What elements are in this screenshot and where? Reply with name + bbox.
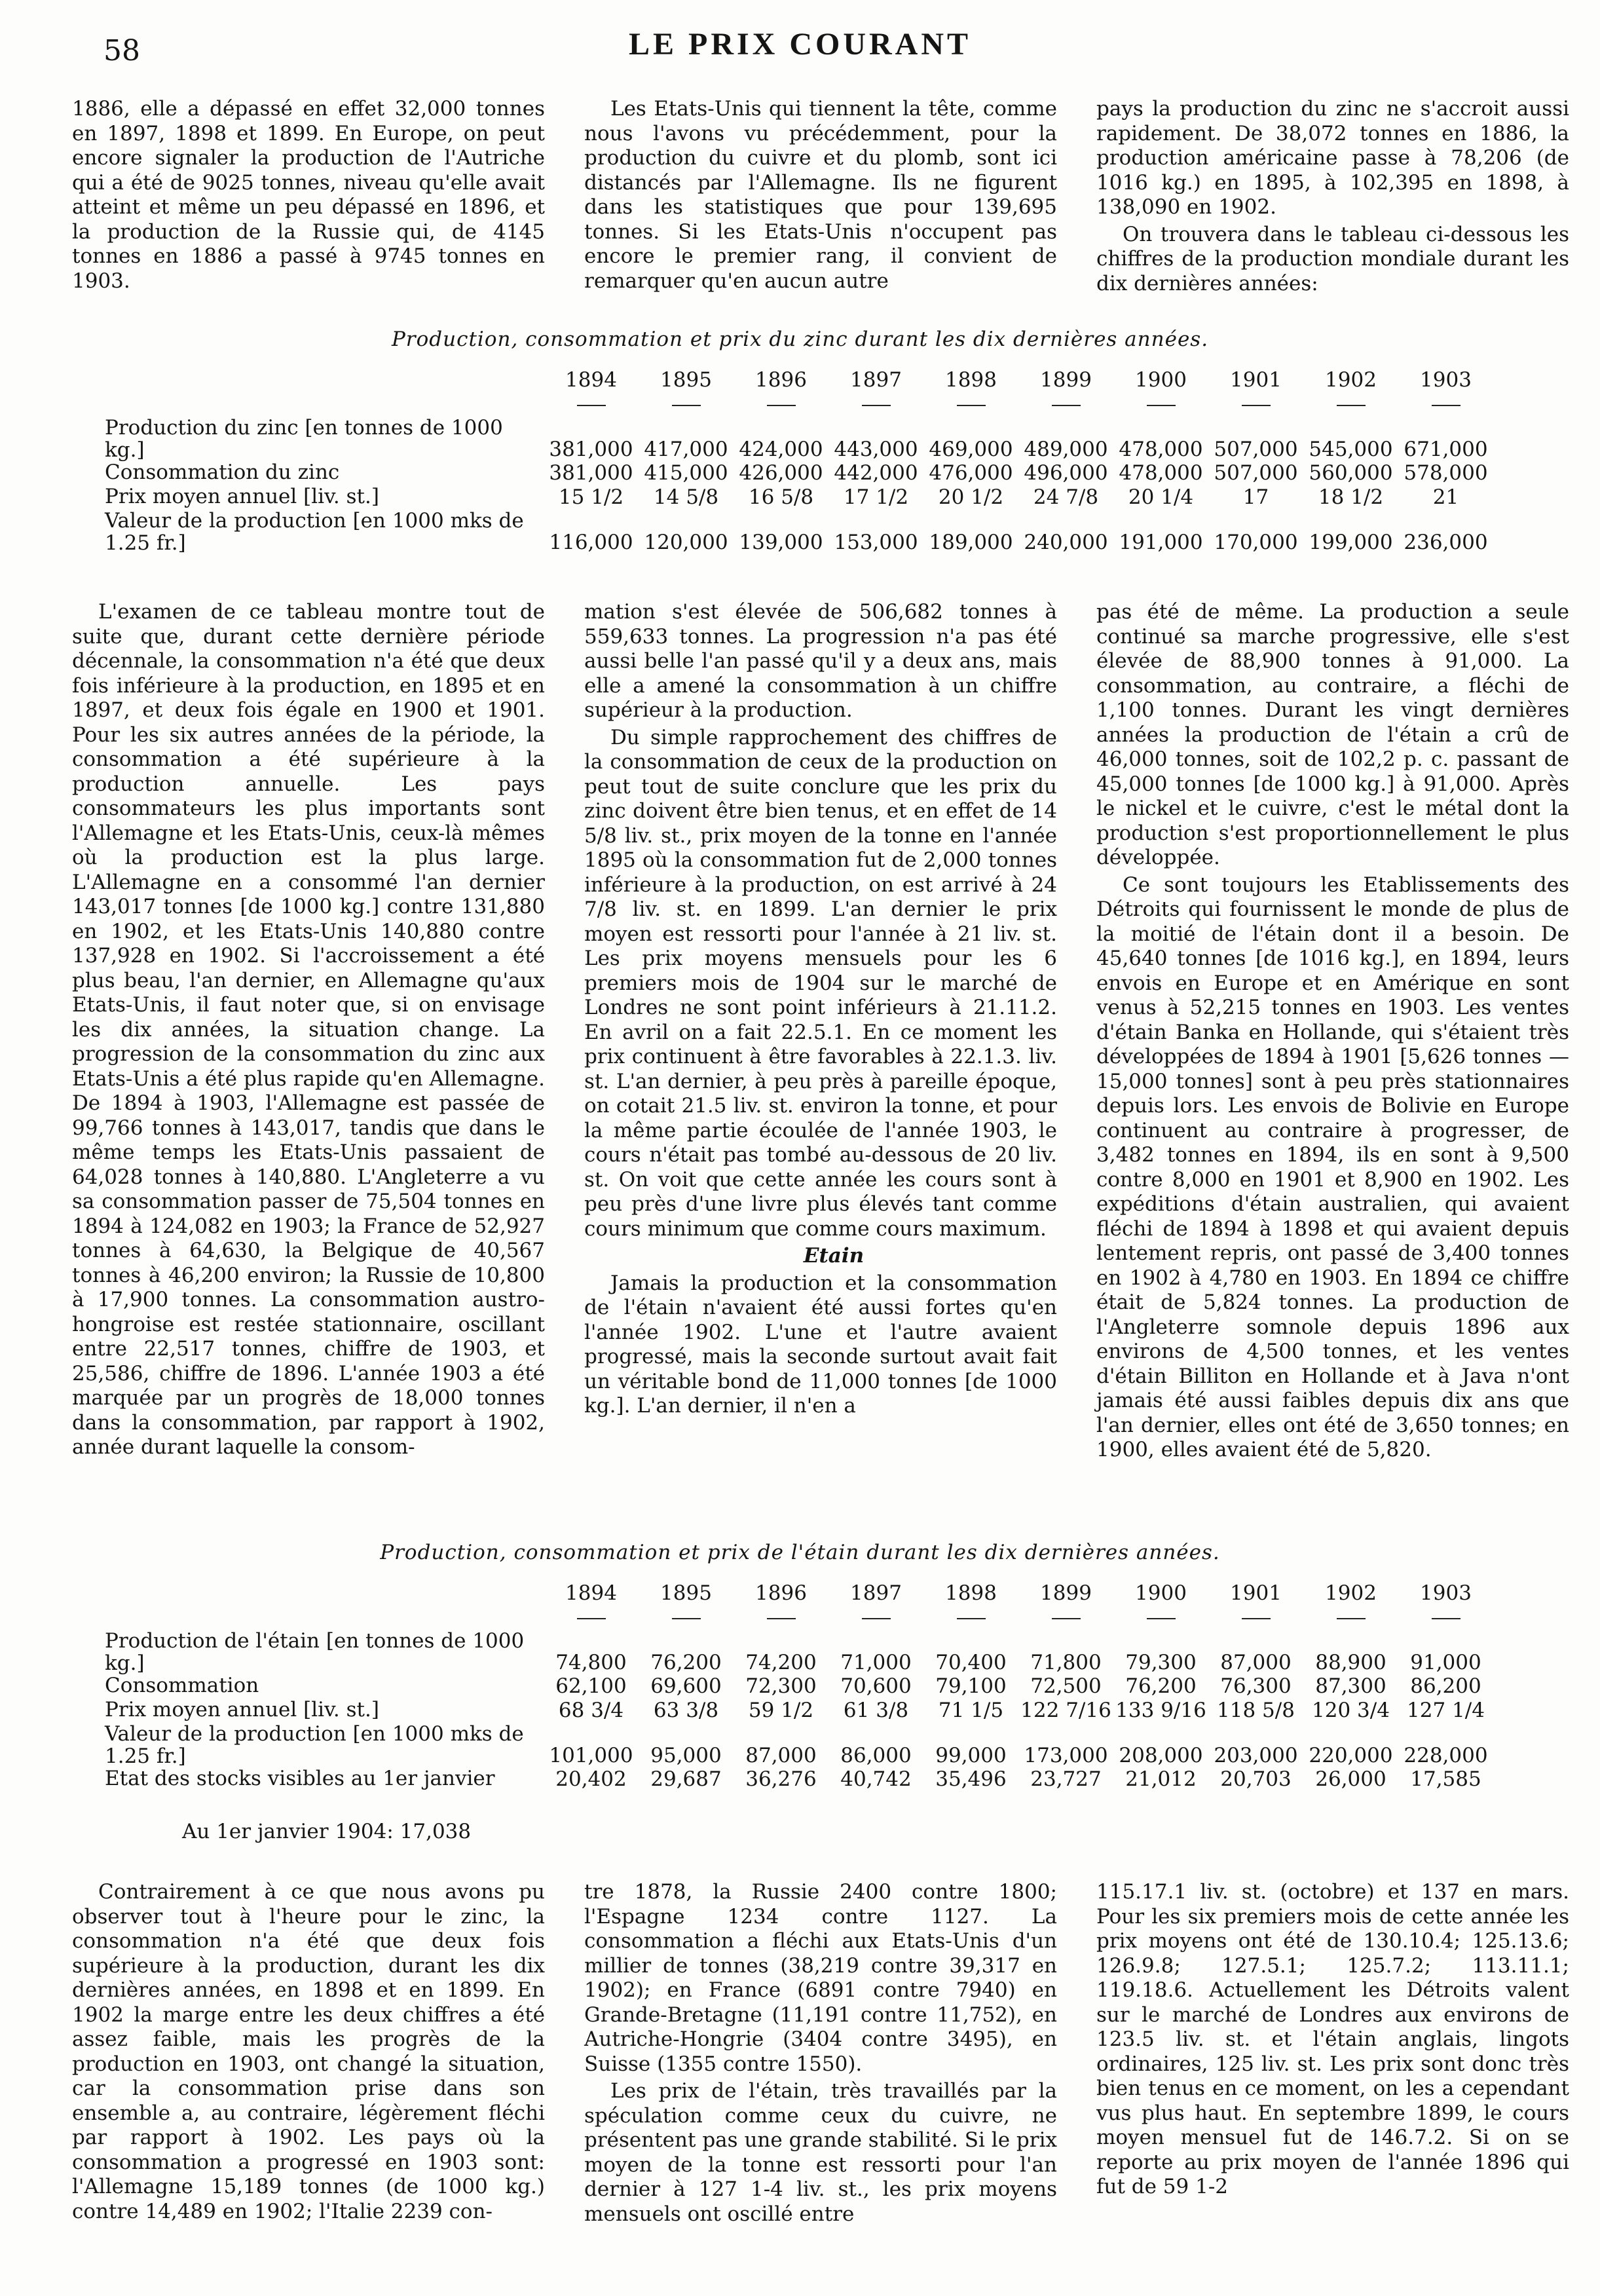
table-cell: 122 7/16	[1020, 1699, 1111, 1722]
paragraph: Du simple rapprochement des chiffres de la consommation de ceux de la production on peut tout de suite conclure que les prix du zinc doivent être bien tenus, et en effet de 14 5/8 liv. st., prix moyen de la tonne en l'année 1895 où la consommation fut de 2,000 tonnes inférieure à la production, on est arrivé à 24 7/8 liv. st. en 1899. L'an dernier le prix moyen est ressorti pour l'année à 21 liv. st. Les prix moyens mensuels pour les 6 premiers mois de 1904 sur le marché de Londres ne sont point inférieurs à 21.11.2. En avril on a fait 22.5.1. En ce moment les prix continuent à être favorables à 22.1.3. liv. st. L'an dernier, à peu près à pareille époque, on cotait 21.5 liv. st. environ la tonne, et pour la même partie écoulée de l'année 1903, le cours n'était pas tombé au-dessous de 20 liv. st. On voit que cette année les cours sont à peu près d'une livre plus élevés tant comme cours minimum que comme cours maximum.	[584, 725, 1057, 1241]
table-cell: 478,000	[1119, 461, 1203, 485]
table-cell: 35,496	[935, 1767, 1007, 1791]
table-cell: 199,000	[1309, 531, 1393, 554]
top-column-3	[1096, 97, 1569, 299]
paragraph: Les Etats-Unis qui tiennent la tête, comme nous l'avons vu précédemment, pour la production du cuivre et du plomb, sont ici distancés par l'Allemagne. Ils ne figurent dans les statistiques que pour 139,695 tonnes. Si les Etats-Unis n'occupent pas encore le premier rang, il convient de remarquer qu'en aucun autre	[584, 97, 1057, 293]
dash-row	[105, 1606, 1493, 1630]
table-row	[105, 461, 1493, 485]
table-cell: 426,000	[739, 461, 823, 485]
year-header-row	[105, 368, 1493, 392]
year-cell: 1903	[1420, 1581, 1472, 1605]
table-cell: 21,012	[1125, 1767, 1197, 1791]
paragraph: On trouvera dans le tableau ci-dessous les chiffres de la production mondiale durant les dix dernières années:	[1096, 222, 1569, 295]
table-cell: 76,200	[650, 1651, 722, 1674]
table-cell: 415,000	[644, 461, 728, 485]
table-row	[105, 1699, 1493, 1723]
table-cell: 69,600	[650, 1674, 722, 1698]
table-cell: 17 1/2	[843, 485, 909, 509]
table-cell: 72,500	[1030, 1674, 1102, 1698]
table-cell: 29,687	[650, 1767, 722, 1791]
year-cell: 1902	[1325, 1581, 1377, 1605]
year-cell: 1903	[1420, 368, 1472, 392]
paragraph: Contrairement à ce que nous avons pu observer tout à l'heure pour le zinc, la consommation n'a été que deux fois supérieure à la production, durant les dix dernières années, en 1898 et en 1899. En 1902 la marge entre les deux chiffres a été assez faible, mais les progrès de la production en 1903, ont changé la situation, car la consommation prise dans son ensemble a, au contraire, légèrement fléchi par rapport à 1902. Les pays où la consommation a progressé en 1903 sont: l'Allemagne 15,189 tonnes (de 1000 kg.) contre 14,489 en 1902; l'Italie 2239 con-	[72, 1880, 545, 2223]
paragraph: Les prix de l'étain, très travaillés par la spéculation comme ceux du cuivre, ne présentent pas une grande stabilité. Si le prix moyen de la tonne est ressorti pour l'an dernier à 127 1-4 liv. st., les prix moyens mensuels ont oscillé entre	[584, 2079, 1057, 2226]
table-cell: 173,000	[1024, 1744, 1108, 1767]
table-row	[105, 417, 1493, 461]
year-cell: 1896	[755, 368, 807, 392]
zinc-table	[105, 368, 1493, 554]
table-cell: 91,000	[1410, 1651, 1481, 1674]
table-cell: 61 3/8	[843, 1699, 909, 1722]
top-column-1	[72, 97, 545, 299]
paragraph: pas été de même. La production a seule continué sa marche progressive, elle s'est élevée de 88,900 tonnes à 91,000. La consommation, au contraire, a fléchi de 1,100 tonnes. Durant les vingt dernières années la production de l'étain a crû de 46,000 tonnes, soit de 102,2 p. c. passant de 45,000 tonnes [de 1000 kg.] à 91,000. Après le nickel et le cuivre, c'est le métal dont la production s'est proportionnellement le plus développée.	[1096, 600, 1569, 869]
table-cell: 116,000	[549, 531, 633, 554]
table-cell: 76,300	[1220, 1674, 1292, 1698]
table-cell: 236,000	[1404, 531, 1488, 554]
table-row	[105, 485, 1493, 510]
table-cell: 16 5/8	[748, 485, 814, 509]
table-cell: 220,000	[1309, 1744, 1393, 1767]
middle-column-2	[584, 600, 1057, 1465]
etain-table-caption: Production, consommation et prix de l'étain durant les dix dernières années.	[380, 1541, 1220, 1564]
zinc-table-caption: Production, consommation et prix du zinc durant les dix dernières années.	[391, 328, 1209, 351]
paragraph: L'examen de ce tableau montre tout de suite que, durant cette dernière période décennale, la consommation n'a été que deux fois inférieure à la production, en 1895 et en 1897, et deux fois égale en 1900 et 1901. Pour les six autres années de la période, la consommation a été supérieure à la production annuelle. Les pays consommateurs les plus importants sont l'Allemagne et les Etats-Unis, ceux-là mêmes où la production est la plus large. L'Allemagne en a consommé l'an dernier 143,017 tonnes [de 1000 kg.] contre 131,880 en 1902, et les Etats-Unis 140,880 contre 137,928 en 1902. Si l'accroissement a été plus beau, l'an dernier, en Allemagne qu'aux Etats-Unis, il faut noter que, si on envisage les dix années, la situation change. La progression de la consommation du zinc aux Etats-Unis a été plus rapide qu'en Allemagne. De 1894 à 1903, l'Allemagne est passée de 99,766 tonnes à 143,017, tandis que dans le même temps les Etats-Unis passaient de 64,028 tonnes à 140,880. L'Angleterre a vu sa consommation passer de 75,504 tonnes en 1894 à 124,082 en 1903; la France de 52,927 tonnes à 64,630, la Belgique de 40,567 tonnes à 46,200 environ; la Russie de 10,800 à 17,900 tonnes. La consommation austro-hongroise est restée stationnaire, oscillant entre 22,517 tonnes, chiffre de 1903, et 25,586, chiffre de 1896. L'année 1903 a été marquée par un progrès de 18,000 tonnes dans la consommation, par rapport à 1902, année durant laquelle la consom-	[72, 600, 545, 1459]
table-cell: 133 9/16	[1115, 1699, 1206, 1722]
table-cell: 20,703	[1220, 1767, 1292, 1791]
paragraph: 1886, elle a dépassé en effet 32,000 tonnes en 1897, 1898 et 1899. En Europe, on peut encore signaler la production de l'Autriche qui a été de 9025 tonnes, niveau qu'elle avait atteint et même un peu dépassé en 1896, et la production de la Russie qui, de 4145 tonnes en 1886 a passé à 9745 tonnes en 1903.	[72, 97, 545, 293]
year-cell: 1894	[565, 1581, 617, 1605]
stock-note: Au 1er janvier 1904: 17,038	[182, 1820, 472, 1843]
table-row	[105, 1723, 1493, 1767]
table-cell: 496,000	[1024, 461, 1108, 485]
table-cell: 17	[1242, 485, 1269, 509]
table-row	[105, 1630, 1493, 1674]
table-cell: 17,585	[1410, 1767, 1481, 1791]
page-number: 58	[103, 34, 140, 67]
paragraph: pays la production du zinc ne s'accroit aussi rapidement. De 38,072 tonnes en 1886, la production américaine passe à 78,206 (de 1016 kg.) en 1895, à 102,395 en 1898, à 138,090 en 1902.	[1096, 97, 1569, 219]
table-cell: 507,000	[1214, 461, 1298, 485]
table-cell: 24 7/8	[1033, 485, 1099, 509]
year-cell: 1900	[1135, 368, 1187, 392]
table-cell: 26,000	[1315, 1767, 1386, 1791]
year-cell: 1897	[850, 368, 902, 392]
year-cell: 1894	[565, 368, 617, 392]
paragraph: Ce sont toujours les Etablissements des Détroits qui fournissent le monde de plus de la moitié de l'étain dont il a besoin. De 45,640 tonnes [de 1016 kg.], en 1894, leurs envois en Europe et en Amérique en sont venus à 52,215 tonnes en 1903. Les ventes d'étain Banka en Hollande, qui s'étaient très développées de 1894 à 1901 [5,626 tonnes — 15,000 tonnes] sont à peu près stationnaires depuis lors. Les envois de Bolivie en Europe continuent au contraire à progresser, de 3,482 tonnes en 1894, ils en sont à 9,500 contre 8,000 en 1901 et 8,900 en 1902. Les expéditions d'étain australien, qui avaient fléchi de 1894 à 1898 et qui avaient depuis lentement repris, ont passé de 3,400 tonnes en 1902 à 4,780 en 1903. En 1894 ce chiffre était de 5,824 tonnes. La production de l'Angleterre somnole depuis 1896 aux environs de 4,500 tonnes, et les ventes d'étain Billiton en Hollande et à Java n'ont jamais été aussi faibles depuis dix ans que l'an dernier, elles ont été de 3,650 tonnes; en 1900, elles avaient été de 5,820.	[1096, 873, 1569, 1461]
table-cell: 62,100	[555, 1674, 627, 1698]
table-cell: 578,000	[1404, 461, 1488, 485]
table-cell: 381,000	[549, 438, 633, 461]
table-cell: 20 1/4	[1128, 485, 1194, 509]
table-row	[105, 1674, 1493, 1699]
year-cell: 1898	[945, 368, 997, 392]
table-cell: 99,000	[935, 1744, 1007, 1767]
table-cell: 469,000	[929, 438, 1013, 461]
bottom-column-1	[72, 1880, 545, 2229]
table-cell: 203,000	[1214, 1744, 1298, 1767]
table-cell: 139,000	[739, 531, 823, 554]
table-cell: 381,000	[549, 461, 633, 485]
table-cell: 478,000	[1119, 438, 1203, 461]
table-cell: 87,000	[1220, 1651, 1292, 1674]
section-heading-etain: Etain	[803, 1244, 865, 1268]
table-cell: 88,900	[1315, 1651, 1386, 1674]
row-label: Production du zinc [en tonnes de 1000 kg.]	[105, 416, 503, 462]
table-cell: 120,000	[644, 531, 728, 554]
table-cell: 671,000	[1404, 438, 1488, 461]
table-cell: 545,000	[1309, 438, 1393, 461]
bottom-text-block	[72, 1880, 1569, 2229]
table-cell: 36,276	[745, 1767, 817, 1791]
bottom-column-3	[1096, 1880, 1569, 2229]
table-cell: 40,742	[840, 1767, 912, 1791]
year-cell: 1901	[1230, 1581, 1282, 1605]
table-cell: 443,000	[834, 438, 918, 461]
middle-column-1	[72, 600, 545, 1465]
table-cell: 118 5/8	[1217, 1699, 1295, 1722]
table-cell: 86,000	[840, 1744, 912, 1767]
table-cell: 79,300	[1125, 1651, 1197, 1674]
table-cell: 63 3/8	[653, 1699, 719, 1722]
table-cell: 18 1/2	[1318, 485, 1384, 509]
table-cell: 74,800	[555, 1651, 627, 1674]
year-cell: 1895	[660, 368, 712, 392]
table-cell: 20,402	[555, 1767, 627, 1791]
year-cell: 1902	[1325, 368, 1377, 392]
table-cell: 74,200	[745, 1651, 817, 1674]
table-cell: 101,000	[549, 1744, 633, 1767]
table-cell: 21	[1432, 485, 1459, 509]
table-cell: 79,100	[935, 1674, 1007, 1698]
table-cell: 424,000	[739, 438, 823, 461]
year-cell: 1899	[1040, 1581, 1092, 1605]
table-cell: 59 1/2	[748, 1699, 814, 1722]
paragraph: 115.17.1 liv. st. (octobre) et 137 en mars. Pour les six premiers mois de cette année les prix moyens ont été de 130.10.4; 125.13.6; 126.9.8; 127.5.1; 125.7.2; 113.11.1; 119.18.6. Actuellement les Détroits valent sur le marché de Londres aux environs de 123.5 liv. st. et l'étain anglais, lingots ordinaires, 125 liv. st. Les prix sont donc très bien tenus en ce moment, on les a cependant vus plus haut. En septembre 1899, le cours moyen mensuel fut de 146.7.2. Si on se reporte au prix moyen de l'année 1896 qui fut de 59 1-2	[1096, 1880, 1569, 2198]
year-cell: 1895	[660, 1581, 712, 1605]
bottom-column-2	[584, 1880, 1057, 2229]
table-cell: 71 1/5	[938, 1699, 1004, 1722]
table-cell: 489,000	[1024, 438, 1108, 461]
table-cell: 240,000	[1024, 531, 1108, 554]
row-label: Production de l'étain [en tonnes de 1000 kg.]	[105, 1629, 525, 1675]
table-cell: 476,000	[929, 461, 1013, 485]
journal-title: LE PRIX COURANT	[628, 27, 972, 62]
year-cell: 1896	[755, 1581, 807, 1605]
year-header-row	[105, 1581, 1493, 1606]
table-cell: 72,300	[745, 1674, 817, 1698]
year-cell: 1899	[1040, 368, 1092, 392]
row-label: Valeur de la production [en 1000 mks de 1.25 fr.]	[105, 509, 524, 555]
row-label: Prix moyen annuel [liv. st.]	[105, 1698, 379, 1722]
table-cell: 20 1/2	[938, 485, 1004, 509]
table-cell: 76,200	[1125, 1674, 1197, 1698]
middle-text-block	[72, 600, 1569, 1465]
top-column-2	[584, 97, 1057, 299]
table-cell: 15 1/2	[558, 485, 624, 509]
table-cell: 208,000	[1119, 1744, 1203, 1767]
year-cell: 1900	[1135, 1581, 1187, 1605]
table-cell: 127 1/4	[1407, 1699, 1485, 1722]
top-text-block	[72, 97, 1569, 299]
table-row	[105, 510, 1493, 554]
table-cell: 228,000	[1404, 1744, 1488, 1767]
table-cell: 70,400	[935, 1651, 1007, 1674]
table-cell: 87,300	[1315, 1674, 1386, 1698]
year-cell: 1898	[945, 1581, 997, 1605]
dash-row	[105, 392, 1493, 417]
row-label: Consommation du zinc	[105, 461, 340, 484]
table-row	[105, 1767, 1493, 1792]
table-cell: 560,000	[1309, 461, 1393, 485]
row-label: Valeur de la production [en 1000 mks de 1.25 fr.]	[105, 1722, 524, 1768]
table-cell: 68 3/4	[558, 1699, 624, 1722]
paragraph: Jamais la production et la consommation de l'étain n'avaient été aussi fortes qu'en l'année 1902. L'une et l'autre avaient progressé, mais la seconde surtout avait fait un véritable bond de 11,000 tonnes [de 1000 kg.]. L'an dernier, il n'en a	[584, 1271, 1057, 1418]
table-cell: 23,727	[1030, 1767, 1102, 1791]
table-cell: 14 5/8	[653, 485, 719, 509]
table-cell: 189,000	[929, 531, 1013, 554]
middle-column-3	[1096, 600, 1569, 1465]
table-cell: 71,000	[840, 1651, 912, 1674]
row-label: Consommation	[105, 1674, 259, 1697]
table-cell: 170,000	[1214, 531, 1298, 554]
page-header	[0, 20, 1600, 66]
table-cell: 191,000	[1119, 531, 1203, 554]
table-cell: 442,000	[834, 461, 918, 485]
table-cell: 95,000	[650, 1744, 722, 1767]
table-cell: 417,000	[644, 438, 728, 461]
row-label: Prix moyen annuel [liv. st.]	[105, 485, 379, 508]
year-cell: 1897	[850, 1581, 902, 1605]
etain-table	[105, 1581, 1493, 1792]
table-cell: 87,000	[745, 1744, 817, 1767]
year-cell: 1901	[1230, 368, 1282, 392]
paragraph: mation s'est élevée de 506,682 tonnes à 559,633 tonnes. La progression n'a pas été aussi belle l'an passé qu'il y a deux ans, mais elle a amené la consommation à un chiffre supérieur à la production.	[584, 600, 1057, 722]
paragraph: tre 1878, la Russie 2400 contre 1800; l'Espagne 1234 contre 1127. La consommation a fléchi aux Etats-Unis d'un millier de tonnes (38,219 contre 39,317 en 1902); en France (6891 contre 7940) en Grande-Bretagne (11,191 contre 11,752), en Autriche-Hongrie (3404 contre 3495), en Suisse (1355 contre 1550).	[584, 1880, 1057, 2076]
table-cell: 86,200	[1410, 1674, 1481, 1698]
table-cell: 70,600	[840, 1674, 912, 1698]
table-cell: 153,000	[834, 531, 918, 554]
table-cell: 71,800	[1030, 1651, 1102, 1674]
table-cell: 120 3/4	[1312, 1699, 1390, 1722]
row-label: Etat des stocks visibles au 1er janvier	[105, 1767, 495, 1790]
table-cell: 507,000	[1214, 438, 1298, 461]
